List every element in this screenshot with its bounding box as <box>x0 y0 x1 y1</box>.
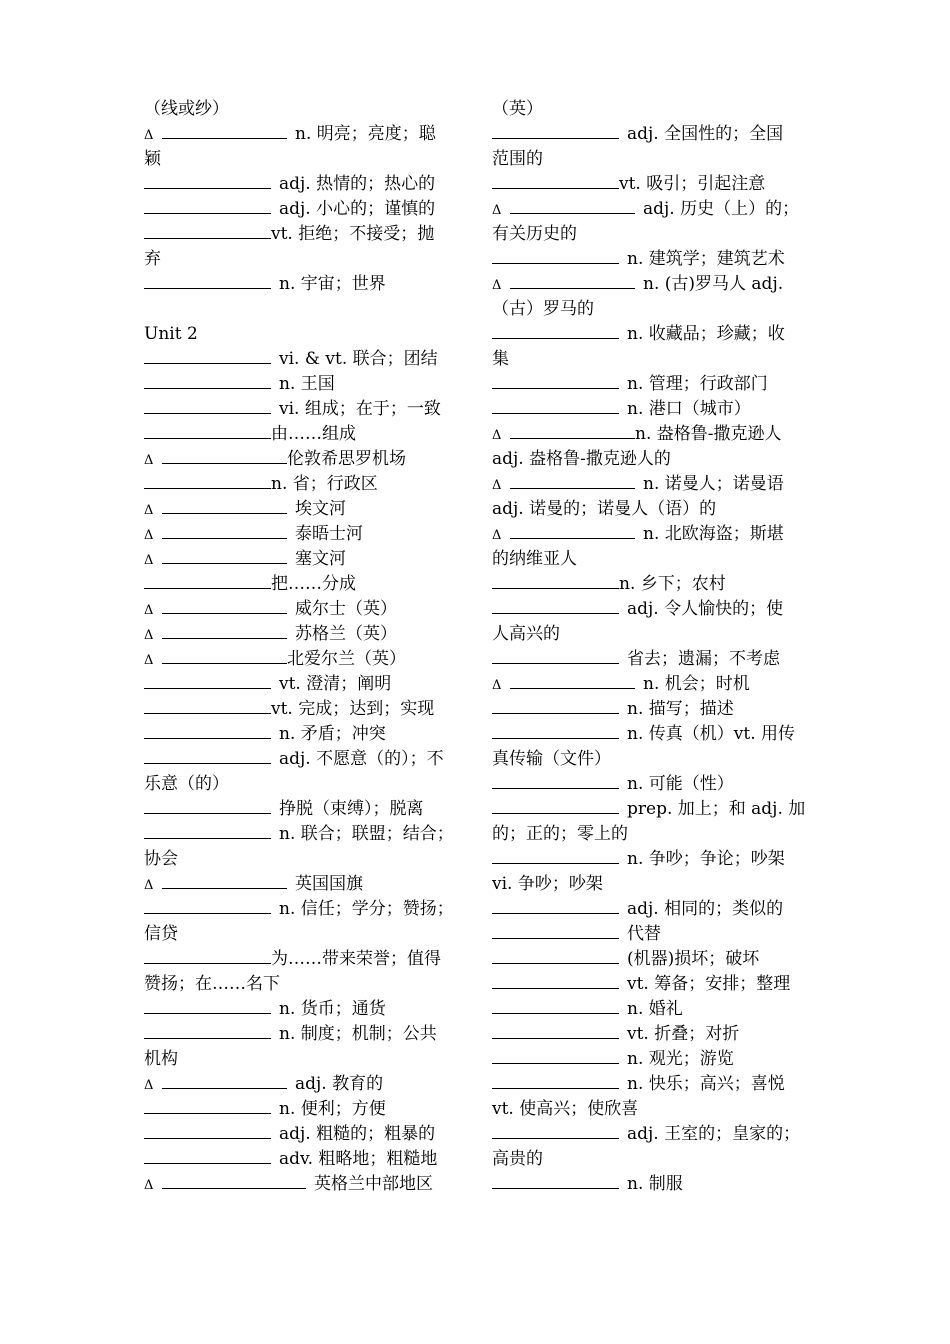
definition-text: n. 可能（性） <box>627 774 734 794</box>
vocab-line <box>144 572 462 597</box>
answer-blank[interactable] <box>492 1122 619 1139</box>
answer-blank[interactable] <box>144 422 271 439</box>
definition-text: n. 货币；通货 <box>279 999 386 1019</box>
definition-text: adj. 小心的；谨慎的 <box>279 199 436 219</box>
vocab-line <box>492 422 810 447</box>
triangle-icon: Δ <box>492 428 502 443</box>
definition-text: n. 乡下；农村 <box>619 574 726 594</box>
definition-text: n. 宇宙；世界 <box>279 274 386 294</box>
answer-blank[interactable] <box>492 1022 619 1039</box>
answer-blank[interactable] <box>144 347 271 364</box>
definition-text: n. 争吵；争论；吵架 <box>627 849 785 869</box>
answer-blank[interactable] <box>492 647 619 664</box>
definition-text: 弃 <box>144 249 161 269</box>
vocab-line <box>144 497 462 522</box>
definition-text: 泰晤士河 <box>295 524 363 544</box>
vocab-line <box>492 572 810 597</box>
answer-blank[interactable] <box>144 897 271 914</box>
vocab-line <box>492 547 810 572</box>
answer-blank[interactable] <box>492 797 619 814</box>
answer-blank[interactable] <box>144 722 271 739</box>
answer-blank[interactable] <box>144 172 271 189</box>
definition-text: n. 矛盾；冲突 <box>279 724 386 744</box>
triangle-icon: Δ <box>492 528 502 543</box>
triangle-icon: Δ <box>144 453 154 468</box>
vocab-line <box>492 122 810 147</box>
definition-text: adj. 热情的；热心的 <box>279 174 436 194</box>
vocab-line <box>144 372 462 397</box>
definition-text: vi. 争吵；吵架 <box>492 874 603 894</box>
triangle-icon: Δ <box>144 653 154 668</box>
definition-text: 北爱尔兰（英） <box>287 649 406 669</box>
triangle-icon: Δ <box>144 503 154 518</box>
vocab-line <box>144 247 462 272</box>
definition-text: 人高兴的 <box>492 624 560 644</box>
answer-blank[interactable] <box>492 997 619 1014</box>
vocab-line <box>492 697 810 722</box>
vocab-line <box>144 972 462 997</box>
definition-text: n. 明亮；亮度；聪 <box>295 124 436 144</box>
definition-text: vt. 拒绝；不接受；抛 <box>271 224 435 244</box>
definition-text: n. 便利；方便 <box>279 1099 386 1119</box>
answer-blank[interactable] <box>492 372 619 389</box>
vocab-line <box>144 172 462 197</box>
vocab-line <box>144 747 462 772</box>
vocab-line <box>144 672 462 697</box>
vocab-line <box>492 97 810 122</box>
definition-text: n. 机会；时机 <box>643 674 750 694</box>
answer-blank[interactable] <box>144 372 271 389</box>
vocab-line <box>492 372 810 397</box>
definition-text: 信贷 <box>144 924 178 944</box>
answer-blank[interactable] <box>162 1072 287 1089</box>
vocab-line <box>492 1047 810 1072</box>
triangle-icon: Δ <box>492 478 502 493</box>
vocab-line <box>492 1122 810 1147</box>
vocab-line <box>144 1072 462 1097</box>
answer-blank[interactable] <box>144 997 271 1014</box>
vocab-line <box>492 1022 810 1047</box>
answer-blank[interactable] <box>144 822 271 839</box>
definition-text: 协会 <box>144 849 178 869</box>
vocab-line <box>144 847 462 872</box>
answer-blank[interactable] <box>510 472 635 489</box>
definition-text: 集 <box>492 349 509 369</box>
definition-text: （线或纱） <box>144 99 229 119</box>
vocab-line <box>144 997 462 1022</box>
definition-text: 省去；遗漏；不考虑 <box>627 649 780 669</box>
answer-blank[interactable] <box>492 247 619 264</box>
vocab-line <box>144 897 462 922</box>
answer-blank[interactable] <box>144 697 271 714</box>
definition-text: 伦敦希思罗机场 <box>287 449 406 469</box>
definition-text: adv. 粗略地；粗糙地 <box>279 1149 438 1169</box>
definition-text: 机构 <box>144 1049 178 1069</box>
definition-text: n. 管理；行政部门 <box>627 374 768 394</box>
definition-text: 苏格兰（英） <box>295 624 397 644</box>
vocab-line <box>144 122 462 147</box>
vocab-line <box>144 1022 462 1047</box>
definition-text: 有关历史的 <box>492 224 577 244</box>
answer-blank[interactable] <box>510 272 635 289</box>
definition-text: adj. 粗糙的；粗暴的 <box>279 1124 436 1144</box>
vocab-line <box>492 972 810 997</box>
answer-blank[interactable] <box>492 1072 619 1089</box>
vocab-line <box>144 947 462 972</box>
definition-text: (机器)损坏；破坏 <box>627 949 760 969</box>
definition-text: n. 传真（机）vt. 用传 <box>627 724 795 744</box>
definition-text: 乐意（的） <box>144 774 229 794</box>
vocab-line <box>144 822 462 847</box>
vocab-line <box>492 622 810 647</box>
triangle-icon: Δ <box>144 603 154 618</box>
definition-text: （英） <box>492 99 543 119</box>
vocab-line <box>492 347 810 372</box>
definition-text: 赞扬；在……名下 <box>144 974 280 994</box>
triangle-icon: Δ <box>144 628 154 643</box>
vocab-line <box>144 1047 462 1072</box>
answer-blank[interactable] <box>492 172 619 189</box>
answer-blank[interactable] <box>492 322 619 339</box>
vocab-line <box>144 347 462 372</box>
definition-text: vi. & vt. 联合；团结 <box>279 349 438 369</box>
answer-blank[interactable] <box>492 397 619 414</box>
vocab-line <box>144 1172 462 1197</box>
vocab-line <box>144 597 462 622</box>
definition-text: 把……分成 <box>271 574 356 594</box>
vocab-line <box>492 197 810 222</box>
vocab-line <box>492 322 810 347</box>
definition-text: n. (古)罗马人 adj. <box>643 274 784 294</box>
vocab-line <box>144 522 462 547</box>
answer-blank[interactable] <box>144 1122 271 1139</box>
triangle-icon: Δ <box>492 678 502 693</box>
definition-text: n. 港口（城市） <box>627 399 751 419</box>
vocab-line <box>492 997 810 1022</box>
vocab-line <box>492 447 810 472</box>
vocab-line <box>144 472 462 497</box>
answer-blank[interactable] <box>144 747 271 764</box>
vocab-line <box>492 1072 810 1097</box>
definition-text: Unit 2 <box>144 324 198 344</box>
triangle-icon: Δ <box>144 1178 154 1193</box>
answer-blank[interactable] <box>144 197 271 214</box>
definition-text: 高贵的 <box>492 1149 543 1169</box>
vocab-line <box>492 397 810 422</box>
vocab-line <box>492 247 810 272</box>
definition-text: 为……带来荣誉；值得 <box>271 949 441 969</box>
definition-text: n. 信任；学分；赞扬； <box>279 899 454 919</box>
answer-blank[interactable] <box>144 222 271 239</box>
definition-text: （古）罗马的 <box>492 299 594 319</box>
vocab-line <box>492 797 810 822</box>
vocab-line <box>144 622 462 647</box>
vocab-line <box>492 522 810 547</box>
vocab-line <box>492 822 810 847</box>
definition-text: 的；正的；零上的 <box>492 824 628 844</box>
definition-text: 塞文河 <box>295 549 346 569</box>
answer-blank[interactable] <box>162 597 287 614</box>
triangle-icon: Δ <box>492 203 502 218</box>
triangle-icon: Δ <box>144 1078 154 1093</box>
answer-blank[interactable] <box>492 722 619 739</box>
definition-text: 威尔士（英） <box>295 599 397 619</box>
vocab-line <box>492 747 810 772</box>
answer-blank[interactable] <box>162 1172 306 1189</box>
answer-blank[interactable] <box>144 272 271 289</box>
vocab-line <box>144 272 462 297</box>
definition-text: 挣脱（束缚）；脱离 <box>279 799 424 819</box>
vocab-line <box>492 497 810 522</box>
definition-text: n. 婚礼 <box>627 999 683 1019</box>
answer-blank[interactable] <box>510 672 635 689</box>
definition-text: 英国国旗 <box>295 874 363 894</box>
definition-text: n. 省；行政区 <box>271 474 378 494</box>
vocab-line <box>492 872 810 897</box>
definition-text: n. 快乐；高兴；喜悦 <box>627 1074 785 1094</box>
triangle-icon: Δ <box>492 278 502 293</box>
answer-blank[interactable] <box>162 647 287 664</box>
definition-text: vt. 使高兴；使欣喜 <box>492 1099 639 1119</box>
definition-text: 范围的 <box>492 149 543 169</box>
definition-text: adj. 令人愉快的；使 <box>627 599 784 619</box>
vocab-line <box>492 772 810 797</box>
answer-blank[interactable] <box>492 922 619 939</box>
answer-blank[interactable] <box>162 447 287 464</box>
definition-text: adj. 不愿意（的）；不 <box>279 749 444 769</box>
answer-blank[interactable] <box>492 597 619 614</box>
vocab-line <box>144 1122 462 1147</box>
vocab-line <box>144 322 462 347</box>
definition-text: vt. 澄清；阐明 <box>279 674 392 694</box>
vocab-line <box>144 1097 462 1122</box>
answer-blank[interactable] <box>492 572 619 589</box>
definition-text: n. 观光；游览 <box>627 1049 734 1069</box>
vocab-line <box>144 547 462 572</box>
vocab-line <box>144 397 462 422</box>
vocab-line <box>144 422 462 447</box>
answer-blank[interactable] <box>162 122 287 139</box>
definition-text: adj. 诺曼的；诺曼人（语）的 <box>492 499 717 519</box>
vocab-line <box>144 147 462 172</box>
definition-text: n. 建筑学；建筑艺术 <box>627 249 785 269</box>
vocab-line <box>144 797 462 822</box>
definition-text: vt. 筹备；安排；整理 <box>627 974 791 994</box>
answer-blank[interactable] <box>492 972 619 989</box>
triangle-icon: Δ <box>144 878 154 893</box>
vocab-line <box>144 697 462 722</box>
vocab-line <box>492 1147 810 1172</box>
triangle-icon: Δ <box>144 553 154 568</box>
vocab-line <box>492 272 810 297</box>
vocab-line <box>492 947 810 972</box>
triangle-icon: Δ <box>144 528 154 543</box>
vocab-line <box>492 847 810 872</box>
definition-text: 的纳维亚人 <box>492 549 577 569</box>
answer-blank[interactable] <box>144 1022 271 1039</box>
vocab-line <box>144 447 462 472</box>
answer-blank[interactable] <box>162 872 287 889</box>
definition-text: adj. 盎格鲁-撒克逊人的 <box>492 449 671 469</box>
answer-blank[interactable] <box>144 797 271 814</box>
definition-text: n. 制服 <box>627 1174 683 1194</box>
right-column <box>492 97 810 1197</box>
answer-blank[interactable] <box>492 1047 619 1064</box>
triangle-icon: Δ <box>144 128 154 143</box>
vocab-line <box>492 297 810 322</box>
definition-text: 英格兰中部地区 <box>314 1174 433 1194</box>
answer-blank[interactable] <box>144 397 271 414</box>
vocab-line <box>144 772 462 797</box>
definition-text: adj. 王室的；皇家的； <box>627 1124 801 1144</box>
answer-blank[interactable] <box>144 672 271 689</box>
definition-text: 代替 <box>627 924 661 944</box>
answer-blank[interactable] <box>492 1172 619 1189</box>
answer-blank[interactable] <box>144 572 271 589</box>
vocab-line <box>144 647 462 672</box>
answer-blank[interactable] <box>510 422 635 439</box>
answer-blank[interactable] <box>162 522 287 539</box>
answer-blank[interactable] <box>144 1097 271 1114</box>
definition-text: n. 盎格鲁-撒克逊人 <box>635 424 782 444</box>
definition-text: 由……组成 <box>271 424 356 444</box>
left-column <box>144 97 462 1197</box>
vocab-line <box>144 722 462 747</box>
definition-text: prep. 加上；和 adj. 加 <box>627 799 806 819</box>
vocab-line <box>492 1172 810 1197</box>
definition-text: n. 制度；机制；公共 <box>279 1024 437 1044</box>
answer-blank[interactable] <box>492 847 619 864</box>
definition-text: n. 描写；描述 <box>627 699 734 719</box>
vocab-line <box>492 172 810 197</box>
definition-text: vt. 完成；达到；实现 <box>271 699 435 719</box>
vocab-line <box>144 222 462 247</box>
definition-text: adj. 历史（上）的； <box>643 199 800 219</box>
definition-text: n. 诺曼人；诺曼语 <box>643 474 784 494</box>
vocab-line <box>492 647 810 672</box>
vocab-line <box>144 97 462 122</box>
answer-blank[interactable] <box>492 772 619 789</box>
definition-text: 真传输（文件） <box>492 749 611 769</box>
definition-text: adj. 教育的 <box>295 1074 384 1094</box>
answer-blank[interactable] <box>144 472 271 489</box>
answer-blank[interactable] <box>492 897 619 914</box>
vocab-line <box>144 297 462 322</box>
answer-blank[interactable] <box>492 122 619 139</box>
vocab-line <box>144 872 462 897</box>
answer-blank[interactable] <box>510 522 635 539</box>
vocab-line <box>492 472 810 497</box>
vocab-line <box>492 897 810 922</box>
vocab-line <box>144 922 462 947</box>
definition-text: vt. 吸引；引起注意 <box>619 174 766 194</box>
vocab-line <box>492 222 810 247</box>
definition-text: n. 收藏品；珍藏；收 <box>627 324 785 344</box>
definition-text: n. 北欧海盗；斯堪 <box>643 524 784 544</box>
vocab-line <box>492 922 810 947</box>
answer-blank[interactable] <box>162 547 287 564</box>
answer-blank[interactable] <box>492 947 619 964</box>
vocab-line <box>492 1097 810 1122</box>
definition-text: vi. 组成；在于；一致 <box>279 399 441 419</box>
vocab-line <box>492 147 810 172</box>
vocab-line <box>492 672 810 697</box>
definition-text: adj. 全国性的；全国 <box>627 124 784 144</box>
answer-blank[interactable] <box>162 497 287 514</box>
definition-text: 埃文河 <box>295 499 346 519</box>
definition-text: 颖 <box>144 149 161 169</box>
definition-text: n. 王国 <box>279 374 335 394</box>
vocab-line <box>144 197 462 222</box>
vocab-line <box>492 722 810 747</box>
definition-text: vt. 折叠；对折 <box>627 1024 740 1044</box>
definition-text: adj. 相同的；类似的 <box>627 899 784 919</box>
answer-blank[interactable] <box>162 622 287 639</box>
vocab-line <box>492 597 810 622</box>
answer-blank[interactable] <box>144 947 271 964</box>
answer-blank[interactable] <box>510 197 635 214</box>
definition-text: n. 联合；联盟；结合； <box>279 824 454 844</box>
vocab-line <box>144 1147 462 1172</box>
answer-blank[interactable] <box>492 697 619 714</box>
answer-blank[interactable] <box>144 1147 271 1164</box>
